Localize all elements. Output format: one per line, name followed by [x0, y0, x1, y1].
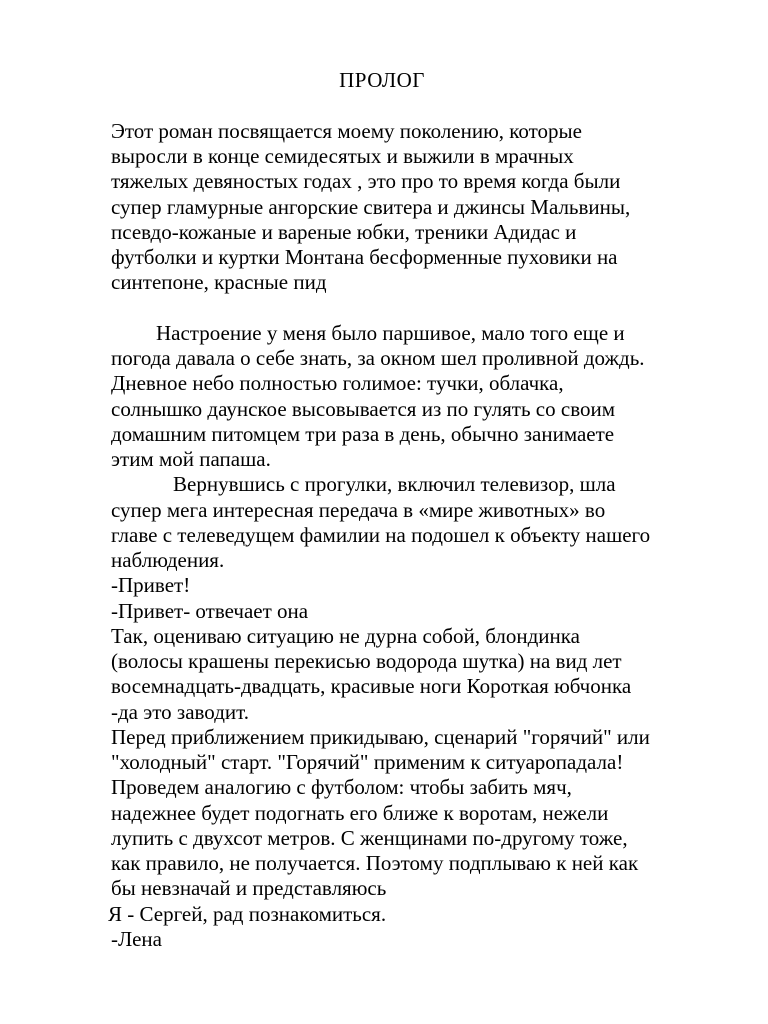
text-line: восемнадцать-двадцать, красивые ноги Короткая юбчонка	[111, 674, 632, 698]
text-line: главе с телеведущем фамилии на подошел к объекту нашего	[111, 523, 651, 547]
text-line: -Привет!	[111, 573, 191, 597]
document-title: ПРОЛОГ	[339, 68, 425, 92]
text-line: футболки и куртки Монтана бесформенные пуховики на	[111, 245, 618, 269]
text-line: Перед приближением прикидываю, сценарий "горячий" или	[111, 725, 650, 749]
text-line: выросли в конце семидесятых и выжили в мрачных	[111, 144, 574, 168]
text-line: -Привет- отвечает она	[111, 599, 309, 623]
text-line: Настроение у меня было паршивое, мало того еще и	[156, 321, 625, 345]
text-line: наблюдения.	[111, 548, 225, 572]
text-line: надежнее будет подогнать его ближе к воротам, нежели	[111, 801, 609, 825]
text-line: синтепоне, красные пид	[111, 270, 327, 294]
text-line: как правило, не получается. Поэтому подплываю к ней как	[111, 851, 639, 875]
text-line: солнышко даунское высовывается из по гулять со своим	[111, 397, 615, 421]
text-line: Этот роман посвящается моему поколению, которые	[111, 119, 582, 143]
text-line: лупить с двухсот метров. С женщинами по-другому тоже,	[111, 826, 628, 850]
text-line: псевдо-кожаные и вареные юбки, треники Адидас и	[111, 220, 577, 244]
text-line: Проведем аналогию с футболом: чтобы забить мяч,	[111, 775, 572, 799]
text-line: погода давала о себе знать, за окном шел проливной дождь.	[111, 346, 645, 370]
text-line: Я - Сергей, рад познакомиться.	[108, 902, 387, 926]
text-line: -да это заводит.	[111, 700, 249, 724]
text-line: супер мега интересная передача в «мире животных» во	[111, 498, 606, 522]
text-line: супер гламурные ангорские свитера и джинсы Мальвины,	[111, 195, 631, 219]
text-line: "холодный" старт. "Горячий" применим к ситуаропадала!	[111, 750, 624, 774]
text-line: тяжелых девяностых годах , это про то время когда были	[111, 169, 621, 193]
text-line: -Лена	[111, 927, 162, 951]
text-line: Дневное небо полностью голимое: тучки, облачка,	[111, 371, 564, 395]
text-line: Вернувшись с прогулки, включил телевизор, шла	[173, 472, 616, 496]
text-line: этим мой папаша.	[111, 447, 271, 471]
text-line: бы невзначай и представляюсь	[111, 876, 387, 900]
text-line: Так, оцениваю ситуацию не дурна собой, блондинка	[111, 624, 580, 648]
text-line: домашним питомцем три раза в день, обычно занимаете	[111, 422, 615, 446]
text-line: (волосы крашены перекисью водорода шутка) на вид лет	[111, 649, 622, 673]
